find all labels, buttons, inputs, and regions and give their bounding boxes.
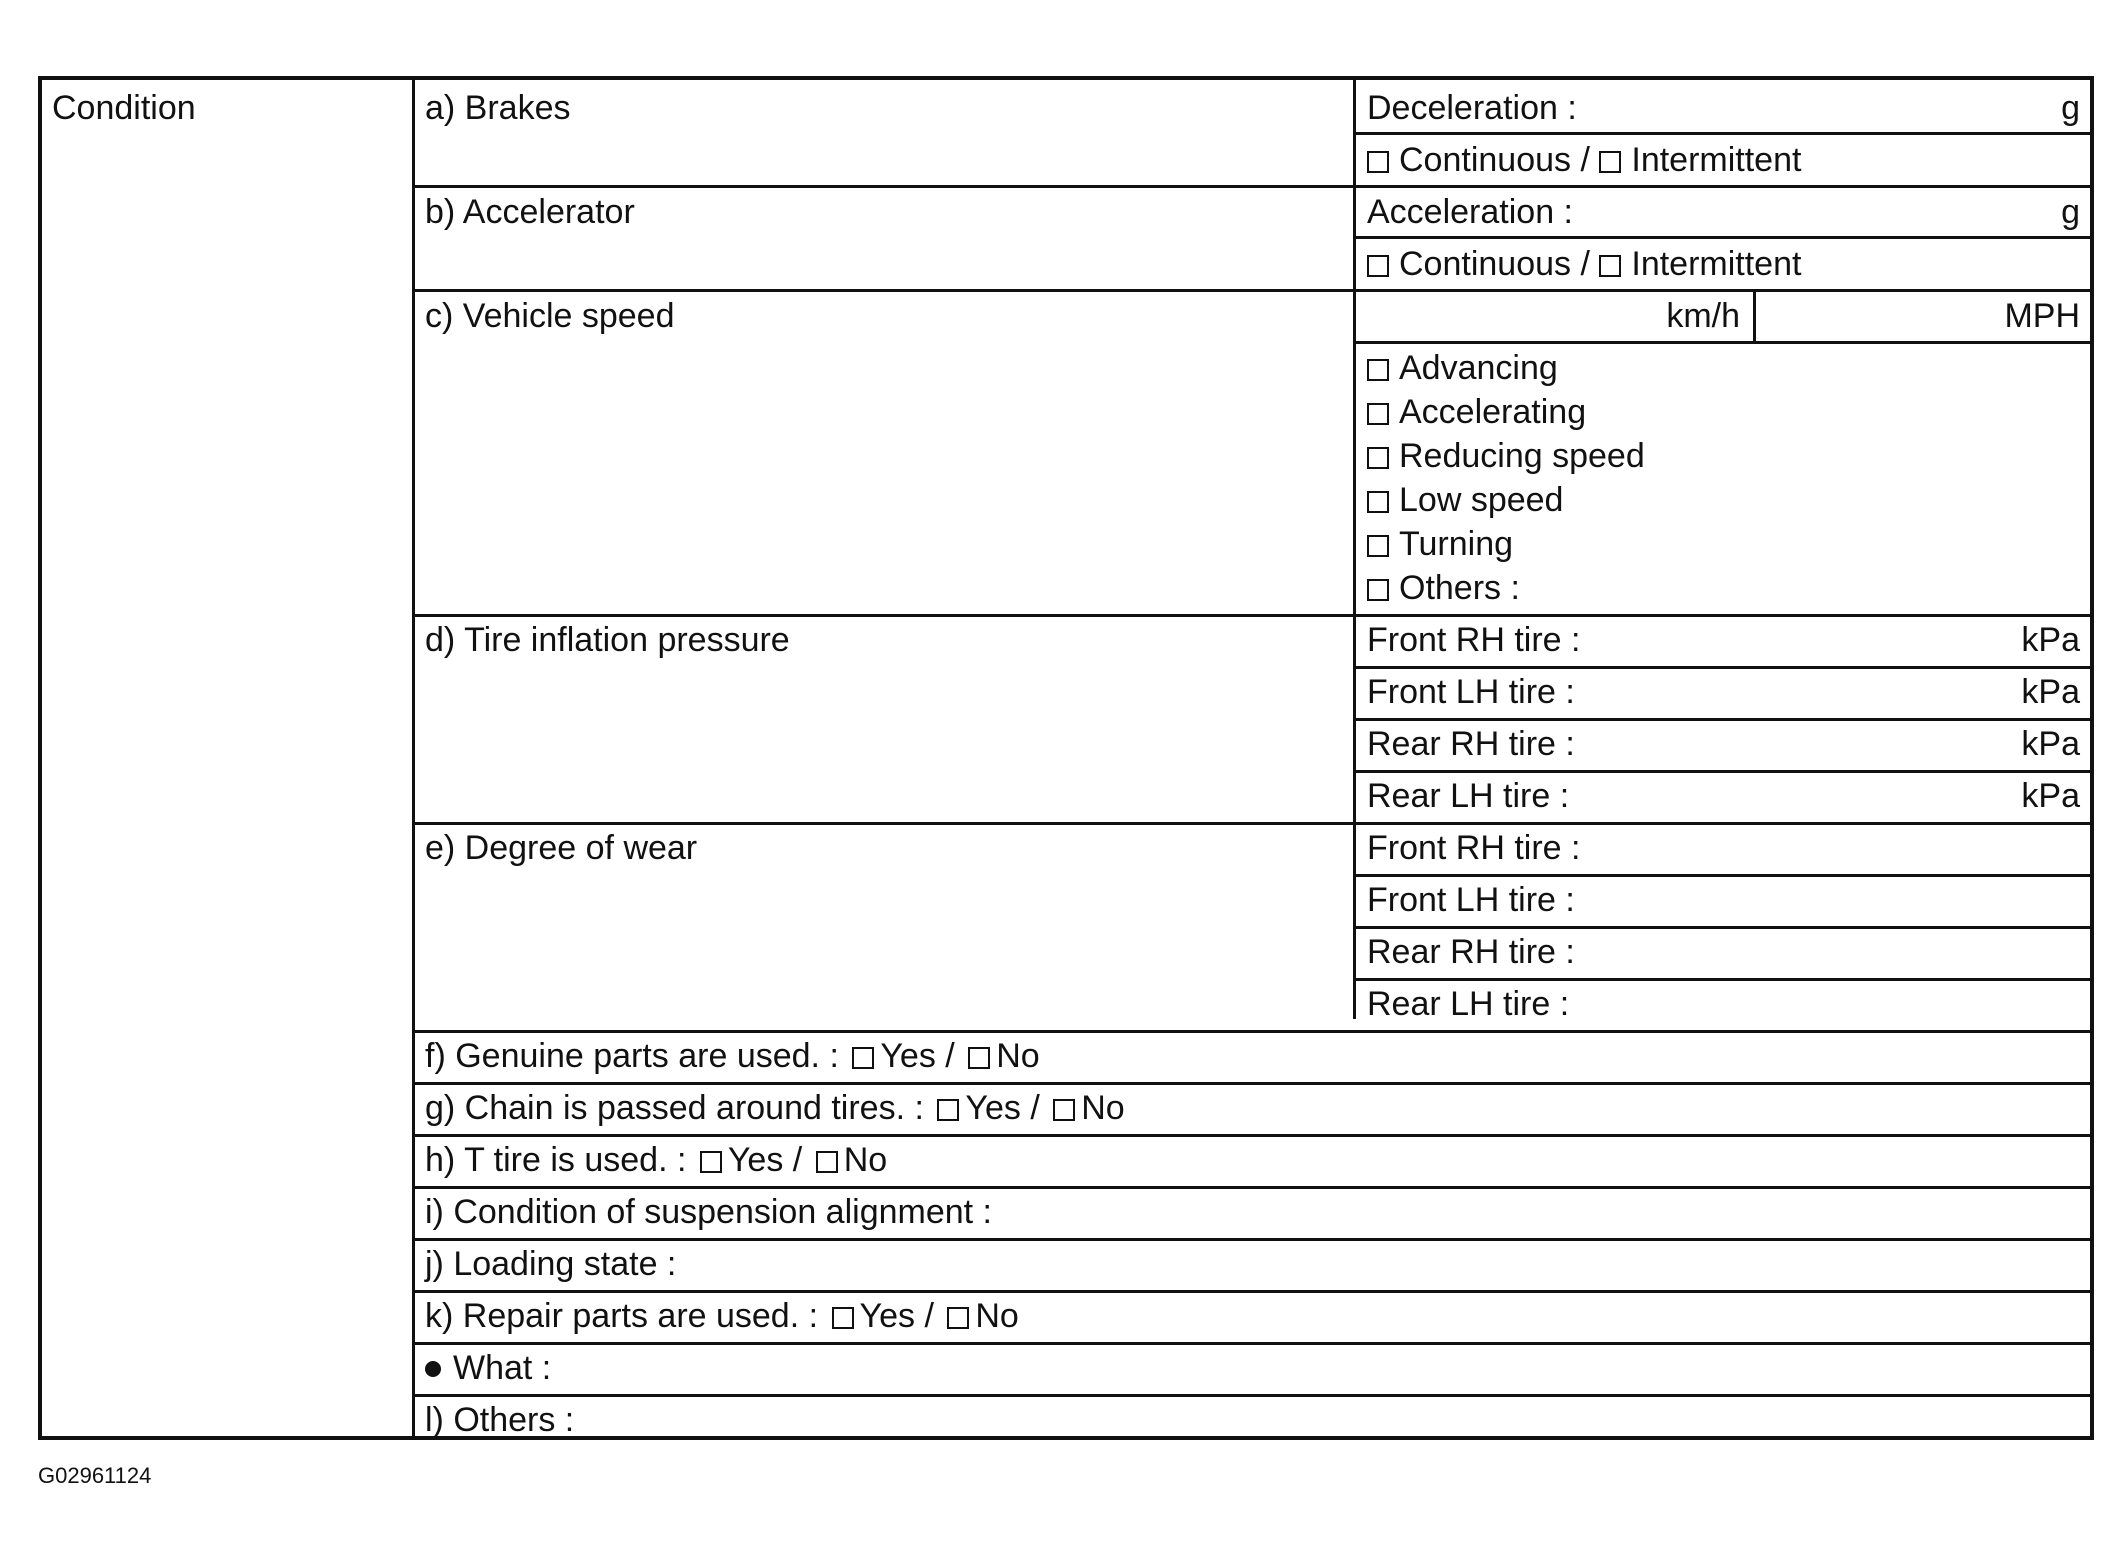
genuine-parts-no-checkbox[interactable] [968,1047,990,1069]
acceleration-label: Acceleration : [1367,193,1573,231]
chain-no-checkbox[interactable] [1053,1099,1075,1121]
genuine-parts-row: f) Genuine parts are used. : Yes / No [425,1037,1040,1075]
accelerating-checkbox[interactable] [1367,403,1389,425]
chain-yes-checkbox[interactable] [937,1099,959,1121]
advancing-checkbox[interactable] [1367,359,1389,381]
others-checkbox[interactable] [1367,579,1389,601]
genuine-parts-yes-checkbox[interactable] [852,1047,874,1069]
wear-label: e) Degree of wear [425,829,698,867]
deceleration-label: Deceleration : [1367,89,1577,127]
brakes-continuity: Continuous / Intermittent [1367,140,1801,180]
brakes-label: a) Brakes [425,89,571,127]
pressure-row: Front LH tire : [1367,673,1575,711]
column-divider [412,80,415,1440]
chain-row: g) Chain is passed around tires. : Yes / No [425,1089,1125,1127]
brakes-intermittent-checkbox[interactable] [1599,151,1621,173]
speed-option: Turning [1367,524,1513,564]
wear-row: Front RH tire : [1367,829,1581,867]
pressure-row: Rear LH tire : [1367,777,1570,815]
t-tire-no-checkbox[interactable] [816,1151,838,1173]
others-row: l) Others : [425,1401,575,1439]
tire-pressure-label: d) Tire inflation pressure [425,621,790,659]
figure-id: G02961124 [38,1463,152,1488]
repair-parts-row: k) Repair parts are used. : Yes / No [425,1297,1019,1335]
pressure-row: Front RH tire : [1367,621,1581,659]
wear-row: Front LH tire : [1367,881,1575,919]
acceleration-unit: g [2061,193,2080,231]
deceleration-unit: g [2061,89,2080,127]
what-row: What : [425,1348,551,1388]
speed-option: Accelerating [1367,392,1586,432]
speed-option: Reducing speed [1367,436,1645,476]
speed-option: Low speed [1367,480,1563,520]
wear-row: Rear LH tire : [1367,985,1570,1023]
suspension-alignment-row: i) Condition of suspension alignment : [425,1193,992,1231]
brakes-continuous-checkbox[interactable] [1367,151,1389,173]
condition-form-table [38,76,2094,1440]
pressure-unit: kPa [2021,725,2080,763]
accelerator-label: b) Accelerator [425,193,635,231]
loading-state-row: j) Loading state : [425,1245,677,1283]
wear-row: Rear RH tire : [1367,933,1575,971]
accelerator-continuous-checkbox[interactable] [1367,255,1389,277]
repair-parts-no-checkbox[interactable] [947,1307,969,1329]
speed-option: Others : [1367,568,1520,608]
accelerator-continuity: Continuous / Intermittent [1367,244,1801,284]
t-tire-yes-checkbox[interactable] [700,1151,722,1173]
speed-option: Advancing [1367,348,1558,388]
accelerator-intermittent-checkbox[interactable] [1599,255,1621,277]
repair-parts-yes-checkbox[interactable] [832,1307,854,1329]
kmh-unit: km/h [1666,297,1740,335]
pressure-unit: kPa [2021,621,2080,659]
turning-checkbox[interactable] [1367,535,1389,557]
pressure-unit: kPa [2021,673,2080,711]
t-tire-row: h) T tire is used. : Yes / No [425,1141,888,1179]
condition-label: Condition [52,89,196,127]
bullet-icon [425,1361,441,1377]
pressure-unit: kPa [2021,777,2080,815]
reducing-speed-checkbox[interactable] [1367,447,1389,469]
low-speed-checkbox[interactable] [1367,491,1389,513]
pressure-row: Rear RH tire : [1367,725,1575,763]
mph-unit: MPH [2004,297,2080,335]
value-column-divider [1353,80,1356,1019]
vehicle-speed-label: c) Vehicle speed [425,297,675,335]
